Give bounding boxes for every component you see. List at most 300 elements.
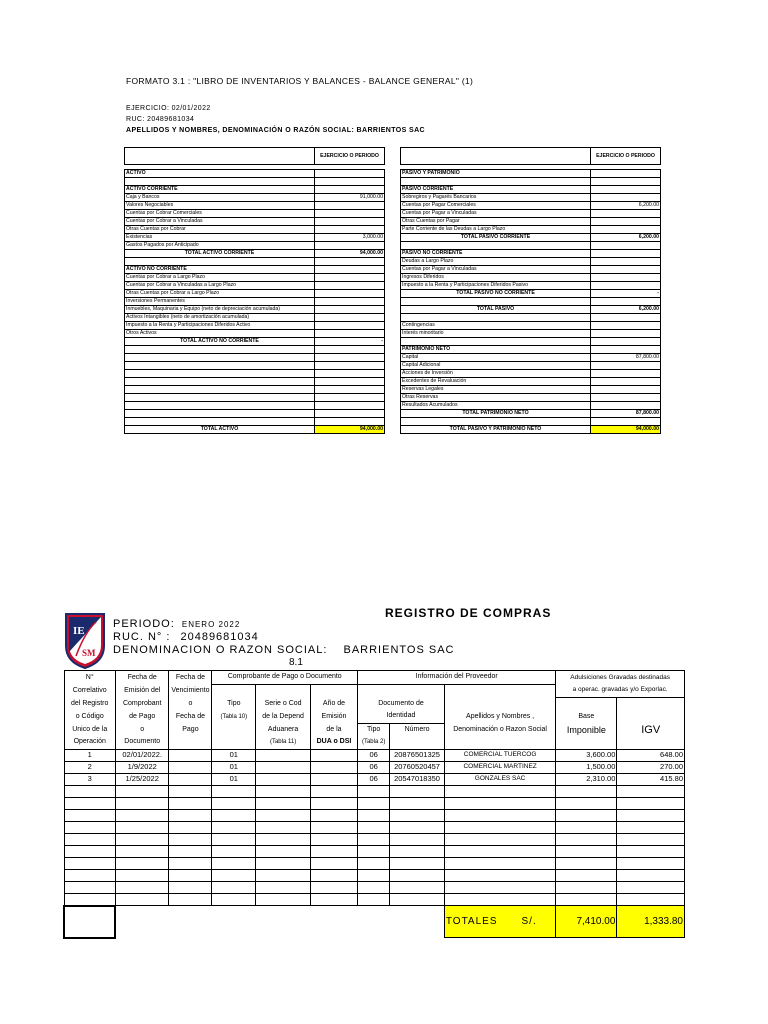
hdr-fecha-emision-4: o xyxy=(115,723,169,736)
activo-row-value: - xyxy=(315,338,385,346)
compras-cell-empty xyxy=(212,893,256,906)
activo-row-value xyxy=(315,314,385,322)
activo-row-label: Inversiones Permanentes xyxy=(125,298,315,306)
compras-cell-empty xyxy=(390,893,445,906)
formato-number: 8.1 xyxy=(289,657,303,668)
pasivo-row xyxy=(401,338,661,346)
activo-row-value xyxy=(315,394,385,402)
activo-row xyxy=(125,274,385,282)
compras-cell-empty xyxy=(169,821,212,833)
pasivo-row-label: Capital xyxy=(401,354,591,362)
activo-row xyxy=(125,242,385,250)
compras-cell-empty xyxy=(64,845,115,857)
hdr-fecha-emision-0: Fecha de xyxy=(115,671,169,685)
ruc-label: RUC: 20489681034 xyxy=(126,116,195,123)
activo-row xyxy=(125,290,385,298)
activo-row-label xyxy=(125,394,315,402)
activo-row-value xyxy=(315,418,385,426)
compras-cell-empty xyxy=(169,833,212,845)
pasivo-row xyxy=(401,298,661,306)
compras-cell-empty xyxy=(444,833,555,845)
pasivo-row-value xyxy=(591,194,661,202)
pasivo-row-label: Deudas a Largo Plazo xyxy=(401,258,591,266)
pasivo-row xyxy=(401,266,661,274)
activo-row-value xyxy=(315,282,385,290)
activo-row-label xyxy=(125,258,315,266)
compras-cell-empty xyxy=(390,857,445,869)
pasivo-row-value xyxy=(591,258,661,266)
activo-header-periodo: EJERCICIO O PERIODO xyxy=(315,148,385,165)
pasivo-row xyxy=(401,378,661,386)
activo-row-label: Caja y Bancos xyxy=(125,194,315,202)
pasivo-total-row xyxy=(401,426,661,434)
activo-row-value: 91,000.00 xyxy=(315,194,385,202)
pasivo-row xyxy=(401,386,661,394)
hdr-correlativo-3: o Código xyxy=(64,710,115,723)
svg-text:IE: IE xyxy=(73,625,85,637)
activo-row xyxy=(125,202,385,210)
periodo-label: PERIODO: xyxy=(113,618,175,630)
pasivo-row-value xyxy=(591,282,661,290)
school-crest-logo xyxy=(64,612,106,670)
pasivo-row-label: PATRIMONIO NETO xyxy=(401,346,591,354)
activo-row-value xyxy=(315,346,385,354)
activo-row-value xyxy=(315,242,385,250)
compras-cell-empty xyxy=(169,761,212,773)
pasivo-row-label: Sobregiros y Pagarés Bancarios xyxy=(401,194,591,202)
compras-cell-empty xyxy=(169,785,212,797)
activo-row-label: TOTAL ACTIVO CORRIENTE xyxy=(125,250,315,258)
compras-cell-empty xyxy=(169,881,212,893)
activo-row xyxy=(125,306,385,314)
pasivo-row xyxy=(401,330,661,338)
compras-cell-fecha: 02/01/2022. xyxy=(115,749,169,761)
pasivo-row-label xyxy=(401,298,591,306)
pasivo-row-value: 6,200.00 xyxy=(591,306,661,314)
compras-empty-row xyxy=(64,785,685,797)
activo-row-value xyxy=(315,298,385,306)
activo-row-label xyxy=(125,370,315,378)
activo-row-value xyxy=(315,290,385,298)
pasivo-row-label: Cuentas por Pagar a Vinculadas xyxy=(401,266,591,274)
hdr-tipo-0: Tipo xyxy=(212,697,256,710)
compras-cell-empty xyxy=(390,809,445,821)
activo-row-value xyxy=(315,354,385,362)
compras-cell-empty xyxy=(617,845,685,857)
pasivo-row xyxy=(401,314,661,322)
compras-cell-razon: COMERCIAL MARTINEZ xyxy=(444,761,555,773)
activo-row-value xyxy=(315,386,385,394)
compras-cell-empty xyxy=(444,785,555,797)
totals-currency: S/. xyxy=(521,916,537,927)
compras-cell-empty xyxy=(256,857,311,869)
activo-row-value xyxy=(315,266,385,274)
periodo-value: ENERO 2022 xyxy=(181,620,241,629)
compras-empty-row xyxy=(64,881,685,893)
compras-cell-empty xyxy=(64,893,115,906)
activo-row-value xyxy=(315,274,385,282)
compras-cell-empty xyxy=(444,809,555,821)
hdr-correlativo-0: N° xyxy=(64,671,115,685)
compras-cell-empty xyxy=(390,845,445,857)
activo-row-label xyxy=(125,418,315,426)
compras-cell-empty xyxy=(212,869,256,881)
activo-row xyxy=(125,370,385,378)
activo-row-value xyxy=(315,370,385,378)
pasivo-row-value xyxy=(591,338,661,346)
compras-cell-empty xyxy=(256,893,311,906)
compras-cell-empty xyxy=(358,881,390,893)
compras-cell-empty xyxy=(256,845,311,857)
compras-cell-empty xyxy=(390,785,445,797)
activo-row xyxy=(125,386,385,394)
pasivo-row xyxy=(401,170,661,178)
activo-row xyxy=(125,362,385,370)
compras-cell-empty xyxy=(115,881,169,893)
pasivo-row-value xyxy=(591,250,661,258)
hdr-tipo-1: (Tabla 10) xyxy=(212,710,256,723)
hdr-serie-3: (Tabla 11) xyxy=(256,736,311,749)
compras-cell-empty xyxy=(169,845,212,857)
pasivo-row-value xyxy=(591,178,661,186)
compras-cell-empty xyxy=(617,881,685,893)
pasivo-row-label: Parte Corriente de las Deudas a Largo Plazo xyxy=(401,226,591,234)
compras-cell-empty xyxy=(617,809,685,821)
activo-row-label: Otras Cuentas por Cobrar xyxy=(125,226,315,234)
pasivo-row-label xyxy=(401,314,591,322)
pasivo-row-label: Interés minoritario xyxy=(401,330,591,338)
hdr-serie-2: Aduanera xyxy=(256,723,311,736)
pasivo-row xyxy=(401,210,661,218)
compras-cell-empty xyxy=(556,893,617,906)
activo-row xyxy=(125,394,385,402)
compras-cell-empty xyxy=(444,821,555,833)
compras-empty-row xyxy=(64,833,685,845)
pasivo-row-label: PASIVO Y PATRIMONIO xyxy=(401,170,591,178)
pasivo-row xyxy=(401,346,661,354)
compras-cell-empty xyxy=(212,821,256,833)
hdr-doc-tipo-0: Tipo xyxy=(358,723,390,736)
activo-row-label: Cuentas por Cobrar a Vinculadas a Largo Plazo xyxy=(125,282,315,290)
activo-row xyxy=(125,218,385,226)
activo-row-value xyxy=(315,210,385,218)
compras-empty-row xyxy=(64,809,685,821)
balance-title: FORMATO 3.1 : "LIBRO DE INVENTARIOS Y BALANCES - BALANCE GENERAL" (1) xyxy=(126,76,474,86)
compras-cell-empty xyxy=(212,809,256,821)
pasivo-row-value xyxy=(591,394,661,402)
compras-cell-razon: GONZALES SAC xyxy=(444,773,555,785)
activo-row-label: Existencias xyxy=(125,234,315,242)
totals-label: TOTALES xyxy=(445,916,498,927)
activo-row xyxy=(125,178,385,186)
compras-empty-row xyxy=(64,857,685,869)
pasivo-row xyxy=(401,370,661,378)
pasivo-row-label: Cuentas por Pagar Comerciales xyxy=(401,202,591,210)
activo-row-value xyxy=(315,362,385,370)
pasivo-row xyxy=(401,290,661,298)
pasivo-row xyxy=(401,410,661,418)
pasivo-row-label: TOTAL PASIVO CORRIENTE xyxy=(401,234,591,242)
activo-row-label: ACTIVO CORRIENTE xyxy=(125,186,315,194)
activo-row xyxy=(125,298,385,306)
compras-cell-empty xyxy=(617,821,685,833)
activo-row-value xyxy=(315,218,385,226)
compras-cell-empty xyxy=(358,857,390,869)
compras-cell-empty xyxy=(212,833,256,845)
pasivo-row-label: Excedentes de Revaluación xyxy=(401,378,591,386)
compras-cell-empty xyxy=(256,749,311,761)
compras-cell-empty xyxy=(617,833,685,845)
pasivo-row xyxy=(401,418,661,426)
activo-row-label xyxy=(125,354,315,362)
compras-cell-empty xyxy=(115,857,169,869)
compras-cell-empty xyxy=(115,845,169,857)
compras-cell-empty xyxy=(115,893,169,906)
activo-row xyxy=(125,338,385,346)
pasivo-row-label: Contingencias xyxy=(401,322,591,330)
compras-cell-empty xyxy=(115,821,169,833)
pasivo-row-value xyxy=(591,186,661,194)
compras-cell-empty xyxy=(310,749,357,761)
compras-cell-empty xyxy=(115,809,169,821)
pasivo-row-value xyxy=(591,330,661,338)
pasivo-row-label: Reservas Legales xyxy=(401,386,591,394)
compras-cell-fecha: 1/9/2022 xyxy=(115,761,169,773)
compras-cell-empty xyxy=(212,881,256,893)
pasivo-row-value xyxy=(591,322,661,330)
activo-total-row xyxy=(125,426,385,434)
compras-cell-empty xyxy=(444,881,555,893)
compras-row xyxy=(64,761,685,773)
compras-cell-igv: 270.00 xyxy=(617,761,685,773)
hdr-fecha-venc-2: o xyxy=(169,697,212,710)
compras-cell-empty xyxy=(310,821,357,833)
compras-cell-doc-num: 20876501325 xyxy=(390,749,445,761)
hdr-fecha-emision-1: Emisión del xyxy=(115,684,169,697)
pasivo-row xyxy=(401,258,661,266)
compras-empty-row xyxy=(64,821,685,833)
activo-row-label xyxy=(125,346,315,354)
pasivo-row-value: 6,200.00 xyxy=(591,202,661,210)
compras-cell-doc-tipo: 06 xyxy=(358,773,390,785)
compras-cell-empty xyxy=(617,893,685,906)
activo-row-value xyxy=(315,378,385,386)
pasivo-row-value xyxy=(591,346,661,354)
compras-cell-empty xyxy=(358,833,390,845)
compras-cell-tipo: 01 xyxy=(212,773,256,785)
activo-row-label: Valores Negociables xyxy=(125,202,315,210)
compras-cell-empty xyxy=(444,797,555,809)
hdr-anio-1: Emisión xyxy=(310,710,357,723)
compras-cell-empty xyxy=(390,797,445,809)
pasivo-row-value: 6,200.00 xyxy=(591,234,661,242)
pasivo-header-periodo: EJERCICIO O PERIODO xyxy=(591,148,661,165)
activo-row-label: Otras Cuentas por Cobrar a Largo Plazo xyxy=(125,290,315,298)
activo-row xyxy=(125,250,385,258)
pasivo-row-value xyxy=(591,218,661,226)
pasivo-row-value xyxy=(591,314,661,322)
compras-cell-empty xyxy=(358,785,390,797)
activo-row-value: 3,000.00 xyxy=(315,234,385,242)
hdr-doc-identidad-0: Documento de xyxy=(358,697,445,710)
pasivo-row xyxy=(401,362,661,370)
hdr-fecha-venc-0: Fecha de xyxy=(169,671,212,685)
activo-row-label: Cuentas por Cobrar a Vinculadas xyxy=(125,218,315,226)
activo-row-value: 94,000.00 xyxy=(315,250,385,258)
pasivo-row-value xyxy=(591,210,661,218)
hdr-doc-identidad-1: Identidad xyxy=(358,710,445,723)
hdr-fecha-venc-3: Fecha de xyxy=(169,710,212,723)
pasivo-row-label: Impuesto a la Renta y Participaciones Diferidos Pasivo xyxy=(401,282,591,290)
compras-cell-empty xyxy=(64,785,115,797)
compras-cell-empty xyxy=(212,797,256,809)
pasivo-row xyxy=(401,226,661,234)
pasivo-row-label: Otras Cuentas por Pagar xyxy=(401,218,591,226)
activo-row-label: Otros Activos xyxy=(125,330,315,338)
compras-cell-empty xyxy=(358,869,390,881)
activo-row-label: Cuentas por Cobrar a Largo Plazo xyxy=(125,274,315,282)
pasivo-row xyxy=(401,178,661,186)
hdr-correlativo-1: Correlativo xyxy=(64,684,115,697)
compras-cell-empty xyxy=(310,881,357,893)
compras-empty-row xyxy=(64,797,685,809)
activo-row-label xyxy=(125,362,315,370)
pasivo-row-value: 87,800.00 xyxy=(591,410,661,418)
pasivo-row-value xyxy=(591,370,661,378)
total-base-imponible: 7,410.00 xyxy=(556,906,617,938)
pasivo-row xyxy=(401,322,661,330)
pasivo-row-value xyxy=(591,274,661,282)
compras-cell-empty xyxy=(556,857,617,869)
compras-cell-empty xyxy=(64,881,115,893)
activo-row xyxy=(125,282,385,290)
compras-totals-row xyxy=(64,906,685,938)
activo-row-label: ACTIVO NO CORRIENTE xyxy=(125,266,315,274)
pasivo-row-value xyxy=(591,298,661,306)
compras-cell-empty xyxy=(169,797,212,809)
compras-cell-tipo: 01 xyxy=(212,761,256,773)
activo-row xyxy=(125,210,385,218)
hdr-adquisiciones-1: a operac. gravadas y/o Exporlac. xyxy=(556,684,685,697)
activo-row xyxy=(125,402,385,410)
pasivo-total-value: 94,000.00 xyxy=(591,426,661,434)
activo-row-label: ACTIVO xyxy=(125,170,315,178)
hdr-fecha-emision-3: de Pago xyxy=(115,710,169,723)
compras-cell-empty xyxy=(390,881,445,893)
pasivo-row xyxy=(401,274,661,282)
pasivo-row xyxy=(401,242,661,250)
ruc-value-compras: 20489681034 xyxy=(180,631,259,643)
activo-row-value xyxy=(315,306,385,314)
compras-cell-n: 1 xyxy=(64,749,115,761)
compras-cell-empty xyxy=(64,857,115,869)
activo-row xyxy=(125,322,385,330)
compras-cell-base: 2,310.00 xyxy=(556,773,617,785)
compras-title: REGISTRO DE COMPRAS xyxy=(385,606,552,620)
pasivo-row-label: Capital Adicional xyxy=(401,362,591,370)
compras-cell-empty xyxy=(169,773,212,785)
hdr-fecha-emision-5: Documento xyxy=(115,736,169,749)
compras-cell-empty xyxy=(256,773,311,785)
activo-row xyxy=(125,330,385,338)
compras-cell-empty xyxy=(256,833,311,845)
compras-cell-empty xyxy=(556,809,617,821)
compras-row xyxy=(64,749,685,761)
pasivo-row xyxy=(401,234,661,242)
compras-cell-empty xyxy=(617,797,685,809)
compras-cell-empty xyxy=(556,821,617,833)
compras-cell-igv: 648.00 xyxy=(617,749,685,761)
pasivo-row xyxy=(401,354,661,362)
periodo-row xyxy=(113,618,240,630)
compras-cell-empty xyxy=(556,785,617,797)
compras-cell-empty xyxy=(310,809,357,821)
denominacion-label: DENOMINACION O RAZON SOCIAL: xyxy=(113,644,328,656)
compras-cell-empty xyxy=(256,821,311,833)
compras-cell-empty xyxy=(256,761,311,773)
compras-cell-empty xyxy=(617,869,685,881)
compras-cell-empty xyxy=(358,797,390,809)
activo-row xyxy=(125,170,385,178)
compras-cell-empty xyxy=(556,881,617,893)
compras-cell-empty xyxy=(358,809,390,821)
hdr-serie-0: Serie o Cod xyxy=(256,697,311,710)
activo-row-label xyxy=(125,402,315,410)
compras-cell-empty xyxy=(212,845,256,857)
compras-cell-base: 1,500.00 xyxy=(556,761,617,773)
activo-row-label: Impuesto a la Renta y Participaciones Diferidos Activo xyxy=(125,322,315,330)
pasivo-row-label: TOTAL PATRIMONIO NETO xyxy=(401,410,591,418)
compras-cell-empty xyxy=(390,821,445,833)
hdr-base-1: Imponible xyxy=(556,723,617,736)
pasivo-row xyxy=(401,394,661,402)
compras-cell-empty xyxy=(358,893,390,906)
pasivo-row-label xyxy=(401,242,591,250)
compras-cell-empty xyxy=(115,869,169,881)
hdr-comprobante: Comprobante de Pago o Documento xyxy=(212,671,358,685)
compras-cell-empty xyxy=(444,869,555,881)
compras-cell-empty xyxy=(212,857,256,869)
compras-cell-empty xyxy=(617,857,685,869)
compras-row xyxy=(64,773,685,785)
activo-row xyxy=(125,410,385,418)
activo-row xyxy=(125,418,385,426)
compras-cell-n: 3 xyxy=(64,773,115,785)
compras-cell-tipo: 01 xyxy=(212,749,256,761)
pasivo-row-label: TOTAL PASIVO NO CORRIENTE xyxy=(401,290,591,298)
compras-cell-empty xyxy=(64,821,115,833)
hdr-igv: IGV xyxy=(617,723,685,736)
activo-row-label: Cuentas por Cobrar Comerciales xyxy=(125,210,315,218)
activo-row-value xyxy=(315,170,385,178)
pasivo-row-label: Ingresos Diferidos xyxy=(401,274,591,282)
hdr-anio-3: DUA o DSI xyxy=(310,736,357,749)
compras-cell-empty xyxy=(169,869,212,881)
activo-total-label: TOTAL ACTIVO xyxy=(125,426,315,434)
activo-row-label xyxy=(125,410,315,418)
compras-cell-doc-num: 20760520457 xyxy=(390,761,445,773)
pasivo-row-value xyxy=(591,242,661,250)
compras-empty-row xyxy=(64,869,685,881)
compras-cell-empty xyxy=(556,845,617,857)
compras-cell-empty xyxy=(256,797,311,809)
pasivo-row-value: - xyxy=(591,290,661,298)
activo-row-label: Activos Intangibles (neto de amortización acumulada) xyxy=(125,314,315,322)
compras-cell-empty xyxy=(358,821,390,833)
compras-cell-empty xyxy=(310,833,357,845)
hdr-fecha-venc-4: Pago xyxy=(169,723,212,736)
compras-cell-empty xyxy=(444,857,555,869)
